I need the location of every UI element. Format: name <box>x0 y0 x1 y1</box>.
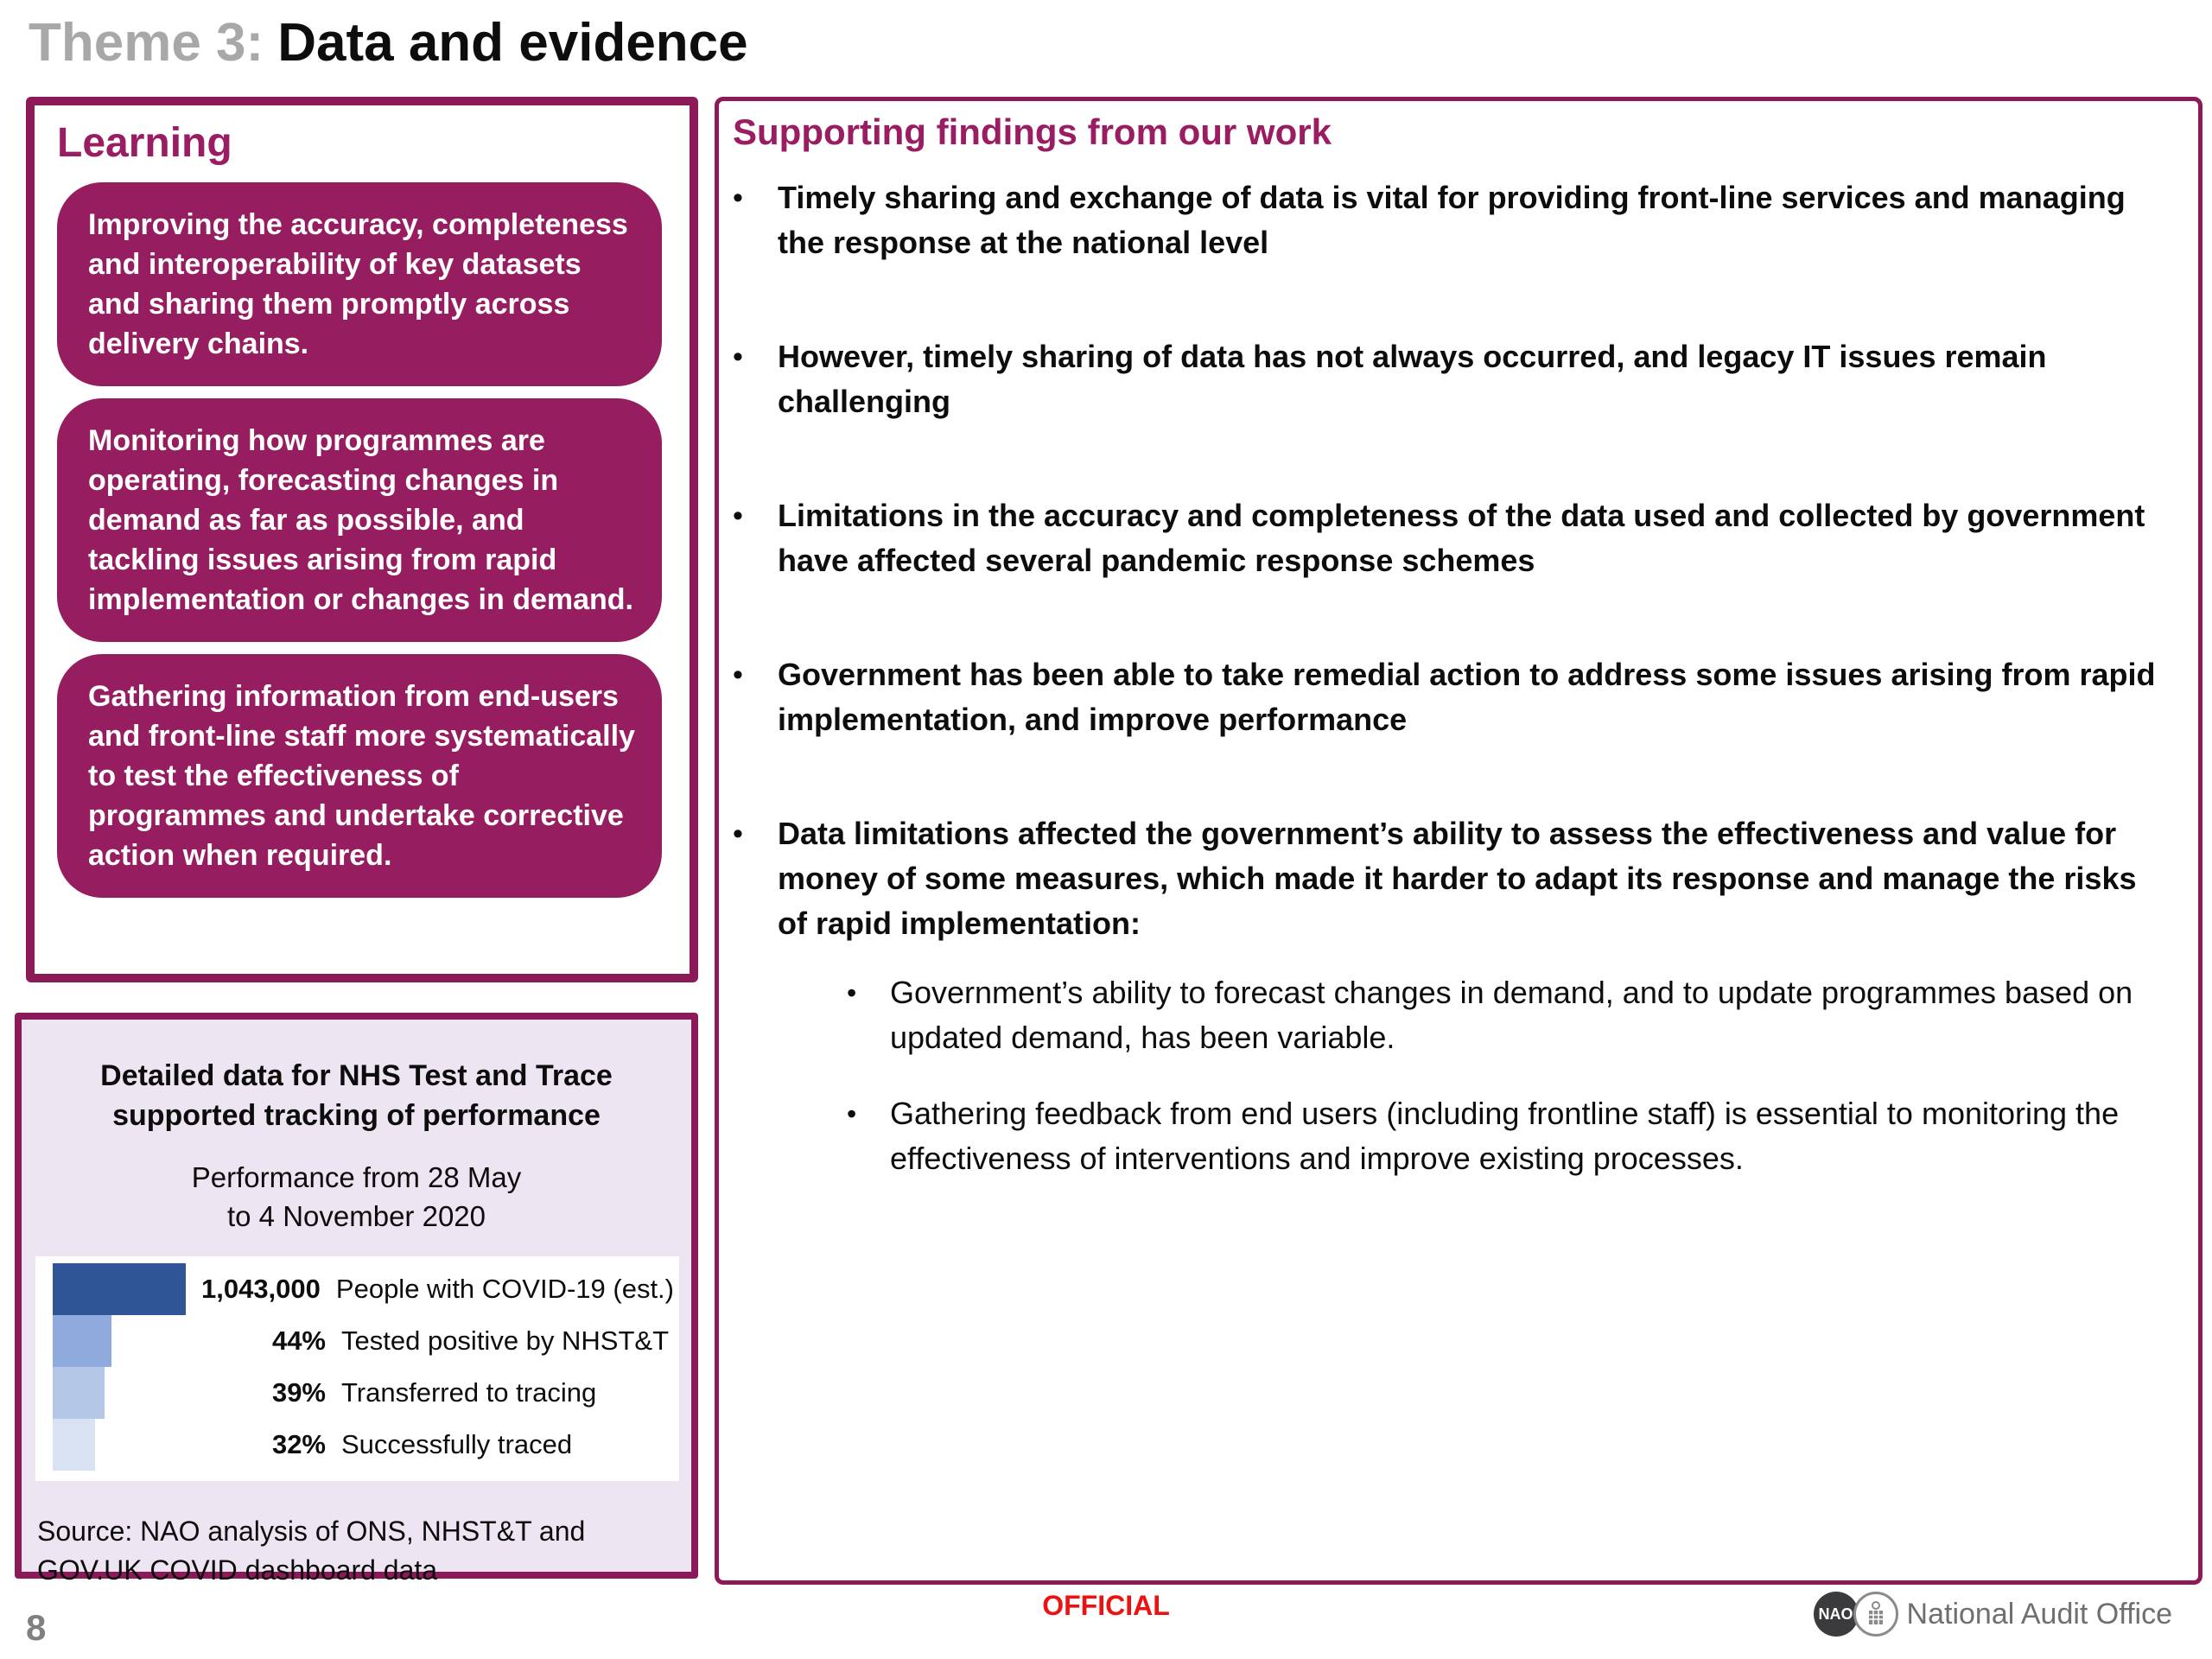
finding-bullet <box>733 493 2174 583</box>
chart-value-label: 32% <box>271 1429 326 1459</box>
chart-bar <box>53 1315 111 1367</box>
finding-bullet <box>733 652 2174 742</box>
finding-text: However, timely sharing of data has not always occurred, and legacy IT issues remain challenging <box>778 339 2047 419</box>
chart-row <box>53 1367 674 1419</box>
bar-chart <box>35 1256 679 1481</box>
bullet-marker: • <box>733 499 743 532</box>
finding-text: Data limitations affected the government’s ability to assess the effectiveness and value for money of some measures, which made it harder to adapt its response and manage the risks of rapid implementation: <box>778 816 2137 941</box>
nao-crest-icon <box>1853 1592 1898 1637</box>
finding-text: Limitations in the accuracy and completeness of the data used and collected by government have affected several pandemic response schemes <box>778 498 2145 578</box>
chart-bar <box>53 1419 95 1471</box>
bullet-marker: • <box>733 658 743 691</box>
finding-sub-bullet <box>847 1091 2174 1181</box>
finding-bullet <box>733 175 2174 265</box>
learning-box: Monitoring how programmes are operating, forecasting changes in demand as far as possible, and tackling issues arising from rapid implementation or changes in demand. <box>57 398 662 642</box>
chart-category-label: Tested positive by NHST&T <box>341 1325 670 1356</box>
chart-row <box>53 1419 674 1471</box>
portcullis-icon <box>1863 1600 1889 1628</box>
learning-heading: Learning <box>57 120 232 166</box>
nao-wordmark: National Audit Office <box>1906 1597 2172 1630</box>
finding-sub-text: Government’s ability to forecast changes in demand, and to update programmes based on updated demand, has been variable. <box>890 975 2133 1055</box>
chart-bar <box>53 1263 186 1315</box>
chart-row <box>53 1263 674 1315</box>
page-title <box>29 12 748 73</box>
nhs-test-trace-chart-panel <box>15 1013 698 1586</box>
finding-bullet <box>733 334 2174 424</box>
nao-logo <box>1814 1592 2172 1637</box>
chart-category-label: People with COVID-19 (est.) <box>335 1274 674 1304</box>
finding-sub-bullet <box>847 970 2174 1060</box>
bullet-marker: • <box>733 181 743 214</box>
chart-category-label: Successfully traced <box>341 1429 573 1459</box>
page-title-main: Data and evidence <box>277 13 748 73</box>
classification-banner: OFFICIAL <box>1042 1590 1170 1621</box>
chart-subtitle: Performance from 28 May to 4 November 2020 <box>191 1161 522 1232</box>
chart-value-label: 44% <box>271 1325 326 1356</box>
chart-value-label: 1,043,000 <box>200 1274 321 1304</box>
finding-bullet <box>733 811 2174 946</box>
finding-text: Timely sharing and exchange of data is vital for providing front-line services and managing the response at the national level <box>778 180 2126 260</box>
bullet-marker: • <box>733 340 743 373</box>
finding-sub-text: Gathering feedback from end users (including frontline staff) is essential to monitoring the effectiveness of interventions and improve existing processes. <box>890 1096 2120 1176</box>
chart-title: Detailed data for NHS Test and Trace supported tracking of performance <box>100 1059 613 1132</box>
chart-bar <box>53 1367 105 1419</box>
supporting-findings-panel <box>715 97 2202 1585</box>
bullet-marker: • <box>733 817 743 850</box>
bullet-marker: • <box>847 977 857 1008</box>
bullet-marker: • <box>847 1098 857 1129</box>
learning-box: Improving the accuracy, completeness and interoperability of key datasets and sharing them promptly across delivery chains. <box>57 182 662 386</box>
finding-text: Government has been able to take remedial action to address some issues arising from rapid implementation, and improve performance <box>778 657 2156 737</box>
learning-box: Gathering information from end-users and front-line staff more systematically to test the effectiveness of programmes and undertake corrective action when required. <box>57 654 662 898</box>
page-title-prefix: Theme 3: <box>29 13 264 73</box>
chart-value-label: 39% <box>271 1377 326 1408</box>
findings-heading: Supporting findings from our work <box>733 111 1332 152</box>
chart-source-note: Source: NAO analysis of ONS, NHST&T and GOV.UK COVID dashboard data <box>37 1516 586 1586</box>
chart-category-label: Transferred to tracing <box>341 1377 597 1408</box>
page-number: 8 <box>26 1607 47 1648</box>
nao-roundel: NAO <box>1814 1592 1859 1637</box>
chart-row <box>53 1315 674 1367</box>
learning-panel <box>26 97 698 982</box>
